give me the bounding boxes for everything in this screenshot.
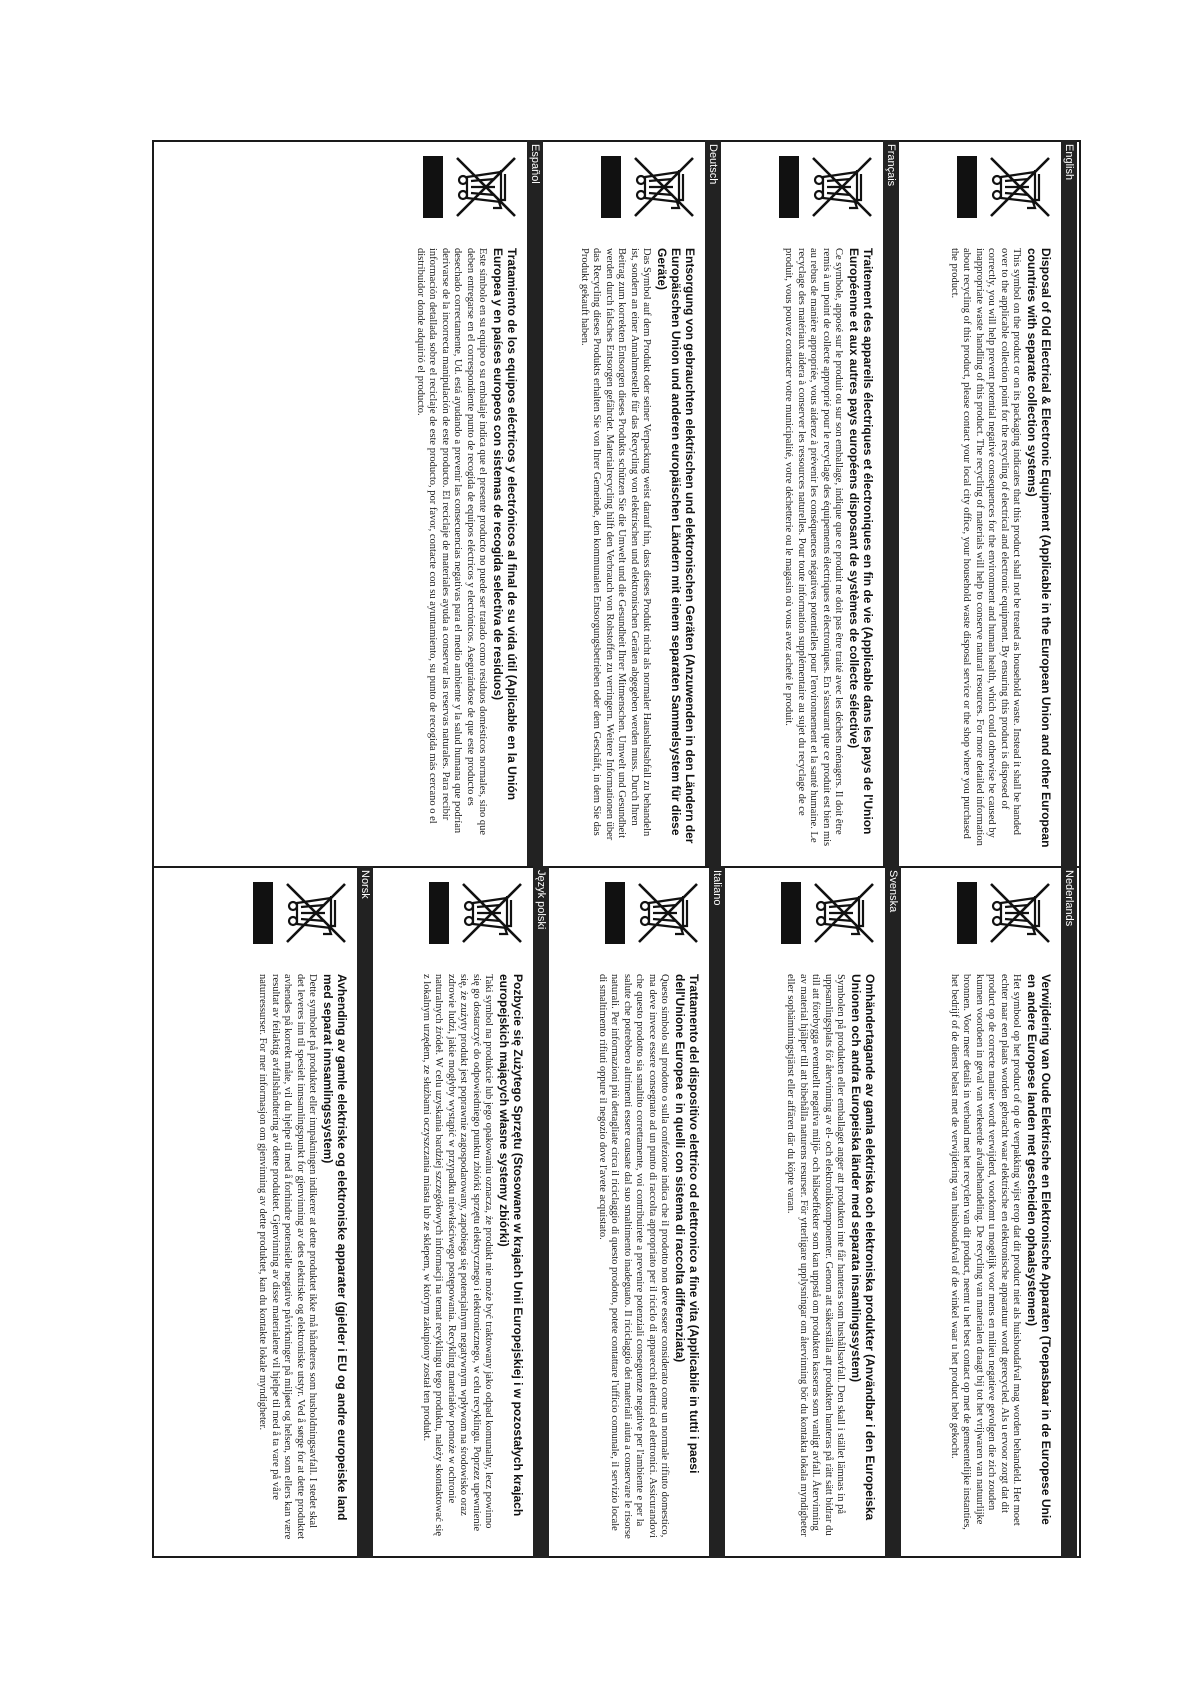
black-marker-bar — [781, 882, 801, 944]
crossed-out-wheelie-bin-icon — [811, 874, 877, 952]
section-body: This symbol on the product or on its packaging indicates that this product shall not be treated as household waste. Instead it shall be handed over to the applicable collection point for the recycling of electrical and electronic equipment. By ensuring this product is disposed of correctly, you will help prevent potential negative consequences for the environment and human health, which could otherwise be caused by inappropriate waste handling of this product. The recycling of materials will help to conserve natural resources. For more detailed information about recycling of this product, please contact your local city office, your household waste disposal service or the shop where you purchased the product. — [948, 248, 1022, 846]
section-body: Ce symbole, apposé sur le produit ou sur son emballage, indique que ce produit ne doit pas être traité avec les déchets ménagers. Il doit être remis à un point de collecte approprié pour le recyclage des équipements électriques et électroniques. En s'assurant que ce produit est bien mis au rebus de manière appropriée, vous aiderez à prévenir les conséquences négatives potentielles pour l'environnement et la santé humaine. Le recyclage des matériaux aidera à conserver les ressources naturelles. Pour toute information supplémentaire au sujet du recyclage de ce produit, vous pouvez contacter votre municipalité, votre déchetterie ou le magasin où vous avez acheté le produit. — [783, 248, 844, 847]
crossed-out-wheelie-bin-icon — [809, 148, 875, 226]
section-heading: Avhending av gamle elektriske og elektroniske apparater (gjelder i EU og andre europeiske land med separat innsamlingssystem) — [321, 974, 349, 1521]
right-column — [152, 866, 1081, 1558]
crossed-out-wheelie-bin-icon — [283, 874, 349, 952]
language-label: Nederlands — [1061, 866, 1077, 1558]
language-label: Svenska — [885, 866, 901, 1558]
black-marker-bar — [601, 156, 621, 218]
section-body: Das Symbol auf dem Produkt oder seiner Verpackung weist darauf hin, dass dieses Produkt nicht als normaler Haushaltsabfall zu behandeln ist, sondern an einer Annahmestelle für das Recycling von elektrischen und elektronischen Geräten abgegeben werden muss. Durch Ihren Beitrag zum korrekten Entsorgen dieses Produkts schützen Sie die Umwelt und die Gesundheit Ihrer Mitmenschen. Umwelt und Gesundheit werden durch falsches Entsorgen gefährdet. Materialrecycling hilft den Verbrauch von Rohstoffen zu verringern. Weitere Informationen über das Recycling dieses Produkts erhalten Sie von Ihrer Gemeinde, den kommunalen Entsorgungsbetrieben oder dem Geschäft, in dem Sie das Produkt gekauft haben. — [578, 248, 652, 841]
crossed-out-wheelie-bin-icon — [987, 148, 1053, 226]
black-marker-bar — [253, 882, 273, 944]
language-label: English — [1061, 140, 1077, 866]
language-section — [371, 866, 549, 1558]
crossed-out-wheelie-bin-icon — [987, 874, 1053, 952]
language-label: Español — [527, 140, 543, 866]
rotated-sheet — [152, 140, 1081, 1558]
section-content — [948, 248, 1053, 848]
section-heading: Pozbycie się Zużytego Sprzętu (Stosowane w krajach Unii Europejskiej i w pozostałych krajach europejskich mających własne systemy zbiórki) — [497, 974, 525, 1517]
section-content — [578, 248, 697, 848]
language-label: Deutsch — [705, 140, 721, 866]
crossed-out-wheelie-bin-icon — [453, 148, 519, 226]
section-content — [414, 248, 519, 848]
section-body: Este símbolo en su equipo o su embalaje indica que el presente producto no puede ser tratado como residuos domésticos normales, sino que deben entregarse en el correspondiente punto de recogida de equipos eléctricos y electrónicos. Asegurándose de que este producto es desechado correctamente, Ud. está ayudando a prevenir las consecuencias negativas para el medio ambiente y la salud humana que podrían derivarse de la incorrecta manipulación de este producto. El reciclaje de materiales ayuda a conservar las reservas naturales. Para recibir información detallada sobre el reciclaje de este producto, por favor, contacte con su ayuntamiento, su punto de recogida más cercano o el distribuidor donde adquirió el producto. — [414, 248, 488, 835]
language-label: Italiano — [709, 866, 725, 1558]
language-section — [899, 866, 1077, 1558]
crossed-out-wheelie-bin-icon — [635, 874, 701, 952]
crossed-out-wheelie-bin-icon — [459, 874, 525, 952]
section-heading: Verwijdering van Oude Elektrische en Elektronische Apparaten (Toepasbaar in de Europese Unie en andere Europese landen met gescheiden ophaalsystemen) — [1025, 974, 1053, 1525]
section-content — [420, 974, 525, 1540]
language-section — [365, 140, 543, 866]
left-column — [152, 140, 1081, 866]
black-marker-bar — [423, 156, 443, 218]
language-section — [195, 866, 373, 1558]
language-section — [547, 866, 725, 1558]
language-section — [899, 140, 1077, 866]
section-body: Questo simbolo sul prodotto o sulla confezione indica che il prodotto non deve essere considerato come un normale rifiuto domestico, ma deve invece essere consegnato ad un punto di raccolta appropriato per il riciclo di apparecchi elettrici ed elettronici. Assicurandovi che questo prodotto sia smaltito correttamente, voi contribuirete a prevenire potenziali conseguenze negative per l'ambiente e per la salute che potrebbero altrimenti essere causate dal suo smaltimento inadeguato. Il riciclaggio dei materiali aiuta a conservare le risorse naturali. Per informazioni più dettagliate circa il riciclaggio di questo prodotto, potete contattare l'ufficio comunale, il servizio locale di smaltimento rifiuti oppure il negozio dove l'avete acquistato. — [596, 974, 670, 1539]
language-section — [723, 866, 901, 1558]
language-label: Język polski — [533, 866, 549, 1558]
section-heading: Traitement des appareils électriques et électroniques en fin de vie (Applicable dans les pays de l'Union Européenne et aux autres pays européens disposant de systèmes de collecte sélective) — [847, 248, 875, 835]
section-heading: Disposal of Old Electrical & Electronic Equipment (Applicable in the European Union and other European countries with separate collection systems) — [1025, 248, 1053, 848]
section-body: Symbolen på produkten eller emballaget anger att produkten inte får hanteras som hushållsavfall. Den skall i stället lämnas in på uppsamlingsplats för återvinning av el- och elektronikkomponenter. Genom att säkerställa att produkten hanteras på rätt sätt bidrar du till att förebygga eventuellt negativa miljö- och hälsoeffekter som kan uppstå om produkten kasseras som vanligt avfall. Återvinning av material hjälper till att bibehålla naturens resurser. För ytterligare upplysningar om återvinning bör du kontakta lokala myndigheter eller sophämtningstjänst eller affären där du köpte varan. — [785, 974, 846, 1537]
black-marker-bar — [957, 882, 977, 944]
language-label: Norsk — [357, 866, 373, 1558]
section-content — [596, 974, 701, 1540]
section-content — [256, 974, 349, 1540]
section-heading: Omhändertagande av gamla elektriska och elektroniska produkter (Användbar i den Europeiska Unionen och andra Europeiska länder med separata insamlingssystem) — [849, 974, 877, 1521]
section-heading: Trattamento del dispositivo elettrico od elettronico a fine vita (Applicabile in tutti i paesi dell'Unione Europea e in quelli con sistema di raccolta differenziata) — [673, 974, 701, 1474]
section-content — [782, 248, 875, 848]
language-section — [543, 140, 721, 866]
section-content — [784, 974, 877, 1540]
section-content — [948, 974, 1053, 1540]
language-label: Français — [883, 140, 899, 866]
black-marker-bar — [957, 156, 977, 218]
section-body: Taki symbol na produkcie lub jego opakowaniu oznacza, że produkt nie może być traktowany jako odpad komunalny, lecz powinno się go dostarczyć do odpowiedniego punktu zbiórki sprzętu elektrycznego i elektronicznego, w celu recyklingu. Poprzez upewnienie się, że zużyty produkt jest poprawnie zagospodarowany, zapobiega się potencjalnym negatywnym wpływom na środowisko oraz zdrowie ludzi, jakie mogłyby wystąpić w przypadku niewłaściwego postępowania. Recykling materiałów pomoże w ochronie naturalnych źródeł. W celu uzyskania bardziej szczegółowych informacji na temat recyklingu tego produktu, należy skontaktować się z lokalnym urzędem, ze służbami oczyszczania miasta lub ze sklepem, w którym zakupiony został ten produkt. — [420, 974, 494, 1537]
section-heading: Tratamiento de los equipos eléctricos y electrónicos al final de su vida útil (Aplicable en la Unión Europea y en países europeos con sistemas de recogida selectiva de residuos) — [491, 248, 519, 801]
black-marker-bar — [429, 882, 449, 944]
section-body: Het symbool op het product of op de verpakking wijst erop dat dit product niet als huishoudafval mag worden behandeld. Het moet echter naar een plaats worden gebracht waar elektrische en elektronische apparatuur wordt gerecycled. Als u ervoor zorgt dat dit product op de correcte manier wordt verwijderd, voorkomt u mogelijk voor mens en milieu negatieve gevolgen die zich zouden kunnen voordoen in geval van verkeerde afvalbehandeling. De recycling van materialen draagt bij tot het vrijwaren van natuurlijke bronnen. Voor meer details in verband met het recyclen van dit product, neemt u het best contact op met de gemeentelijke instanties, het bedrijf of de dienst belast met de verwijdering van huishoudafval of de winkel waar u het product hebt gekocht. — [948, 974, 1022, 1530]
black-marker-bar — [779, 156, 799, 218]
crossed-out-wheelie-bin-icon — [631, 148, 697, 226]
section-heading: Entsorgung von gebrauchten elektrischen und elektronischen Geräten (Anzuwenden in den Ländern der Europäischen Union und anderen europäischen Ländern mit einem separaten Sammelsystem für diese Geräte) — [655, 248, 697, 844]
section-body: Dette symbolet på produktet eller innpakningen indikerer at dette produktet ikke må håndteres som husholdningsavfall. I stedet skal det leveres inn til spesielt innsamlingspunkt for gjenvinning av dets elektriske og elektroniske utstyr. Ved å sørge for at dette produktet avhendes på korrekt måte, vil du hjelpe til med å forhindre potensielle negative påvirkninger på miljøet og helsen, som ellers kan være resultat av feilaktig avfallshåndtering av dette produktet. Gjenvinning av disse materialene vil hjelpe til med å ta vare på våre naturressurser. For mer informasjon om gjenvinning av dette produktet, kan du kontakte lokale myndigheter. — [257, 974, 318, 1540]
language-section — [721, 140, 899, 866]
black-marker-bar — [605, 882, 625, 944]
